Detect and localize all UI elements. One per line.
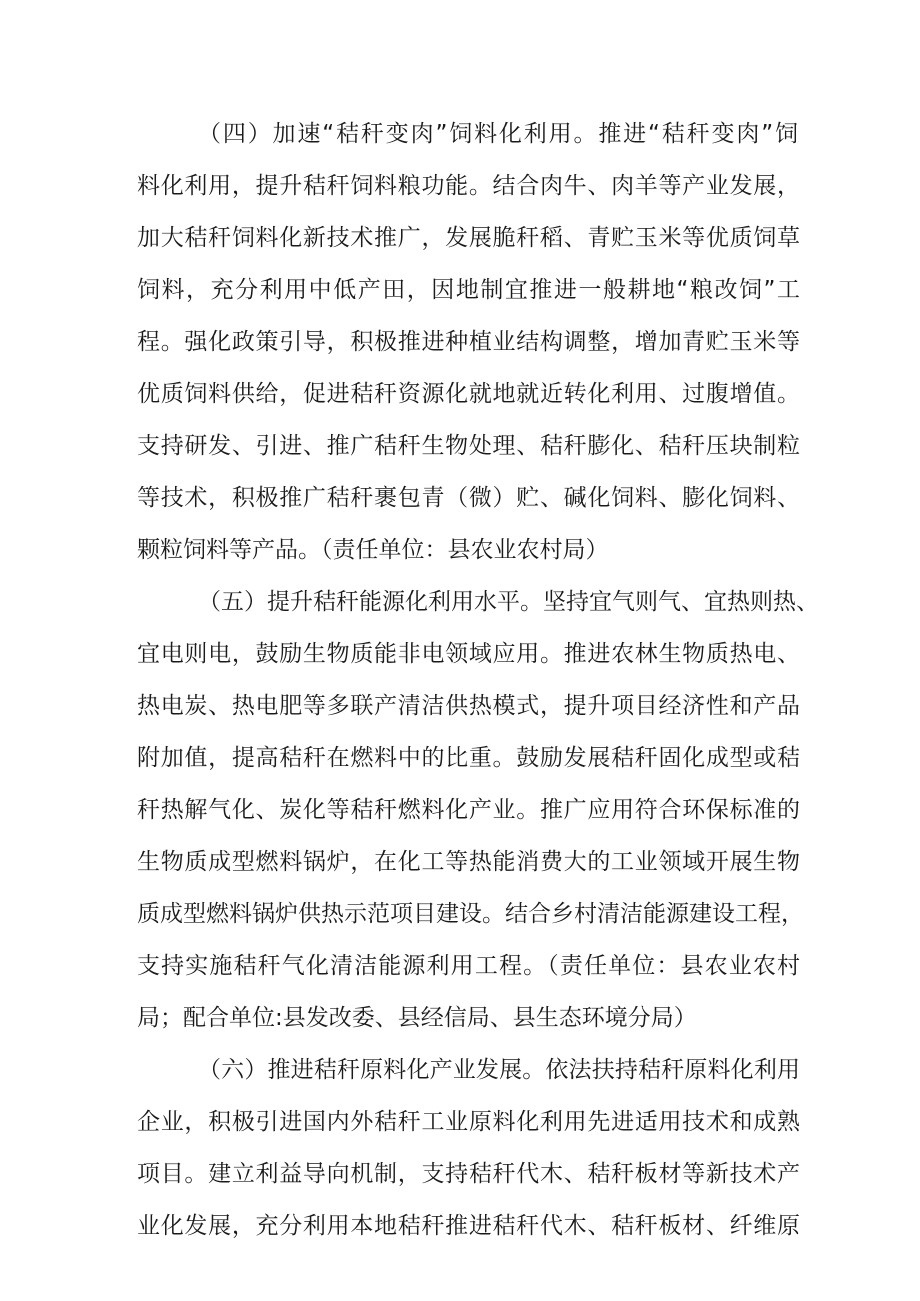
- text-line: 程。强化政策引导，积极推进种植业结构调整，增加青贮玉米等: [137, 329, 800, 355]
- text-line: 质成型燃料锅炉供热示范项目建设。结合乡村清洁能源建设工程，: [137, 901, 804, 927]
- text-line: 秆热解气化、炭化等秸秆燃料化产业。推广应用符合环保标准的: [137, 797, 800, 823]
- text-line: （五）提升秸秆能源化利用水平。坚持宜气则气、宜热则热、: [198, 589, 819, 615]
- text-line: 支持研发、引进、推广秸秆生物处理、秸秆膨化、秸秆压块制粒: [137, 433, 800, 459]
- text-line: 企业，积极引进国内外秸秆工业原料化利用先进适用技术和成熟: [137, 1109, 800, 1135]
- text-line: 生物质成型燃料锅炉，在化工等热能消费大的工业领域开展生物: [137, 849, 800, 875]
- text-line: 热电炭、热电肥等多联产清洁供热模式，提升项目经济性和产品: [137, 693, 800, 719]
- text-line: （六）推进秸秆原料化产业发展。依法扶持秸秆原料化利用: [198, 1057, 800, 1083]
- text-line: 颗粒饲料等产品。（责任单位：县农业农村局）: [137, 537, 609, 563]
- text-line: 等技术，积极推广秸秆裹包青（微）贮、碱化饲料、膨化饲料、: [137, 485, 800, 511]
- text-line: 项目。建立利益导向机制，支持秸秆代木、秸秆板材等新技术产: [137, 1161, 800, 1187]
- text-line: （四）加速“秸秆变肉”饲料化利用。推进“秸秆变肉”饲: [198, 121, 798, 147]
- text-line: 业化发展，充分利用本地秸秆推进秸秆代木、秸秆板材、纤维原: [137, 1213, 800, 1239]
- text-line: 加大秸秆饲料化新技术推广，发展脆秆稻、青贮玉米等优质饲草: [137, 225, 800, 251]
- text-line: 优质饲料供给，促进秸秆资源化就地就近转化利用、过腹增值。: [137, 381, 800, 407]
- text-line: 局；配合单位:县发改委、县经信局、县生态环境分局）: [137, 1005, 697, 1031]
- text-line: 支持实施秸秆气化清洁能源利用工程。（责任单位：县农业农村: [137, 953, 800, 979]
- text-line: 料化利用，提升秸秆饲料粮功能。结合肉牛、肉羊等产业发展，: [137, 173, 800, 199]
- text-line: 附加值，提高秸秆在燃料中的比重。鼓励发展秸秆固化成型或秸: [137, 745, 800, 771]
- text-line: 饲料，充分利用中低产田，因地制宜推进一般耕地“粮改饲”工: [137, 277, 800, 303]
- text-line: 宜电则电，鼓励生物质能非电领域应用。推进农林生物质热电、: [137, 641, 800, 667]
